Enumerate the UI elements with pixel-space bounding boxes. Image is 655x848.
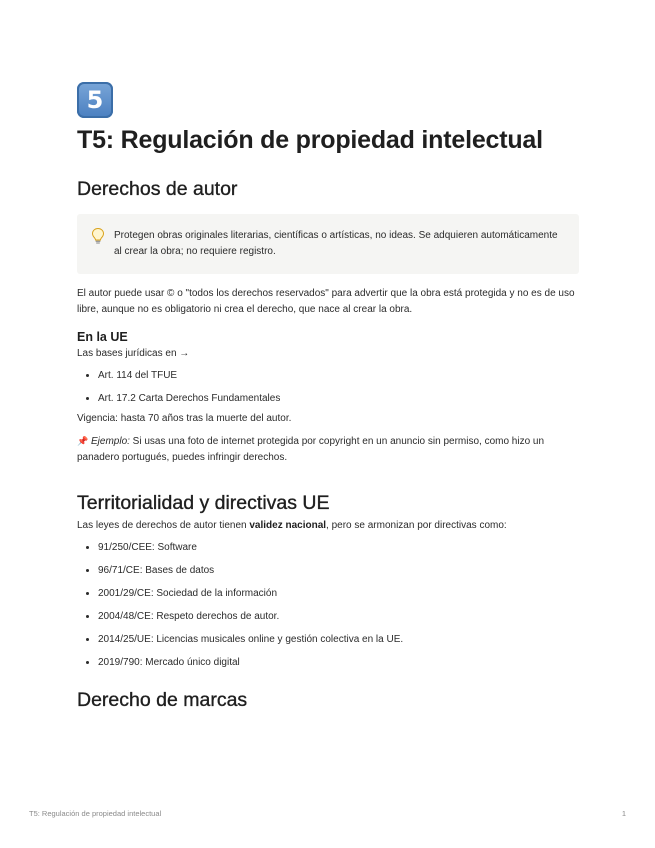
list-item: • 2004/48/CE: Respeto derechos de autor.	[98, 608, 579, 625]
callout-box	[77, 214, 579, 274]
list-item: • 2014/25/UE: Licencias musicales online y gestión colectiva en la UE.	[98, 631, 579, 648]
example-label: Ejemplo:	[91, 436, 130, 447]
territorialidad-intro	[77, 518, 579, 534]
intro-text-end: , pero se armonizan por directivas como:	[326, 520, 507, 531]
bases-intro: Las bases jurídicas en →	[77, 348, 190, 359]
paragraph-copyright: El autor puede usar © o "todos los derechos reservados" para advertir que la obra está protegida y no es de uso libre, aunque no es obligatorio ni crea el derecho, que nace al crear la obra.	[77, 288, 575, 315]
pushpin-icon: 📌	[77, 436, 89, 446]
list-item: • 91/250/CEE: Software	[98, 539, 579, 556]
list-item: • Art. 17.2 Carta Derechos Fundamentales	[98, 390, 579, 407]
page-footer	[29, 809, 626, 818]
lightbulb-icon	[90, 227, 106, 245]
section-heading-territorialidad: Territorialidad y directivas UE	[77, 492, 330, 514]
list-item: • Art. 114 del TFUE	[98, 367, 579, 384]
list-item: • 2019/790: Mercado único digital	[98, 654, 579, 671]
section-heading-marcas: Derecho de marcas	[77, 689, 248, 711]
callout-text: Protegen obras originales literarias, científicas o artísticas, no ideas. Se adquieren automáticamente al crear la obra; no requiere registro.	[114, 230, 558, 257]
example-text: Si usas una foto de internet protegida por copyright en un anuncio sin permiso, como hizo un panadero portugués, puedes infringir derechos.	[77, 436, 545, 463]
subheading-en-la-ue: En la UE	[77, 330, 128, 344]
page-number: 1	[621, 809, 626, 818]
intro-bold: validez nacional	[249, 520, 327, 531]
number-five-icon: 5	[77, 82, 113, 118]
section-heading-derechos-autor: Derechos de autor	[77, 178, 238, 200]
example-paragraph	[77, 433, 579, 466]
page-title: T5: Regulación de propiedad intelectual	[77, 126, 543, 154]
intro-text: Las leyes de derechos de autor tienen	[77, 520, 250, 531]
directives-list	[77, 539, 579, 671]
footer-title: T5: Regulación de propiedad intelectual	[29, 809, 162, 818]
bases-list	[77, 367, 579, 407]
document-page	[77, 82, 579, 713]
vigencia-text: Vigencia: hasta 70 años tras la muerte del autor.	[77, 413, 292, 424]
list-item: • 96/71/CE: Bases de datos	[98, 562, 579, 579]
list-item: • 2001/29/CE: Sociedad de la información	[98, 585, 579, 602]
